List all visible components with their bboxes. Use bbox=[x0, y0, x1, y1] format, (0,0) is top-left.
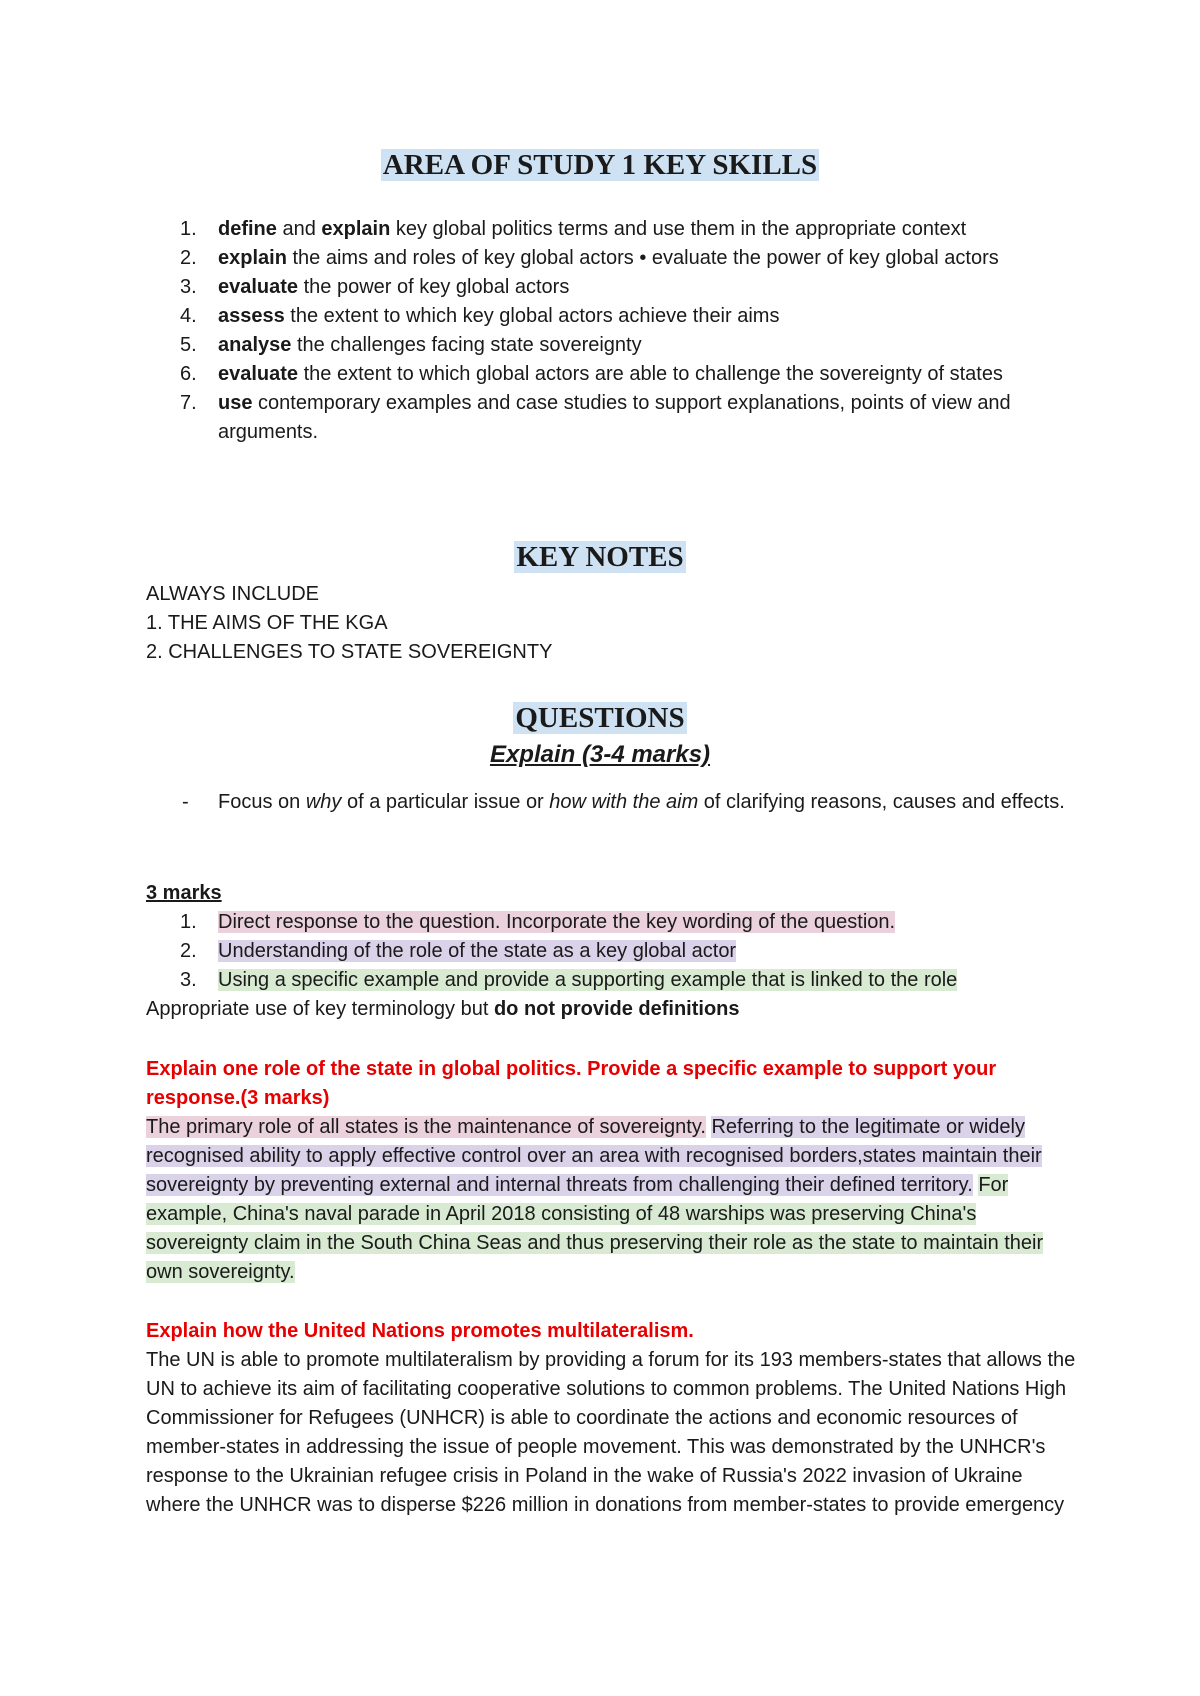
question-1-prompt: Explain one role of the state in global politics. Provide a specific example to support your response.(3 marks) bbox=[146, 1058, 997, 1109]
list-item: 1. define and explain key global politics terms and use them in the appropriate context bbox=[180, 218, 967, 240]
questions-title: QUESTIONS bbox=[515, 702, 685, 734]
key-notes-title: KEY NOTES bbox=[516, 541, 684, 573]
key-skills-list bbox=[146, 215, 1066, 447]
list-item: 2. Understanding of the role of the state as a key global actor bbox=[180, 940, 737, 962]
criteria-list bbox=[146, 908, 1066, 995]
key-note-line: 1. THE AIMS OF THE KGA bbox=[146, 612, 388, 634]
list-item: 6. evaluate the extent to which global actors are able to challenge the sovereignty of states bbox=[180, 363, 1003, 385]
key-note-line: 2. CHALLENGES TO STATE SOVEREIGNTY bbox=[146, 641, 553, 663]
terminology-note: Appropriate use of key terminology but do not provide definitions bbox=[146, 998, 740, 1020]
question-1-answer: The primary role of all states is the maintenance of sovereignty. Referring to the legitimate or widely recognised ability to apply effective control over an area with recognised borders,states maintain their sovereignty by preventing external and internal threats from challenging their defined territory. For example, China's naval parade in April 2018 consisting of 48 warships was preserving China's sovereignty claim in the South China Seas and thus preserving their role as the state to maintain their own sovereignty. bbox=[146, 1116, 1044, 1283]
list-item: 3. Using a specific example and provide a supporting example that is linked to the role bbox=[180, 969, 958, 991]
explain-subtitle: Explain (3-4 marks) bbox=[489, 741, 711, 768]
list-item: 4. assess the extent to which key global actors achieve their aims bbox=[180, 305, 780, 327]
marks-label: 3 marks bbox=[146, 882, 222, 904]
list-item: 3. evaluate the power of key global actors bbox=[180, 276, 570, 298]
list-item: 7. use contemporary examples and case studies to support explanations, points of view and arguments. bbox=[180, 392, 1011, 443]
list-item: 2. explain the aims and roles of key global actors • evaluate the power of key global actors bbox=[180, 247, 999, 269]
area-of-study-title: AREA OF STUDY 1 KEY SKILLS bbox=[382, 149, 818, 181]
key-note-line: ALWAYS INCLUDE bbox=[146, 583, 319, 605]
question-2-answer: The UN is able to promote multilateralism by providing a forum for its 193 members-states that allows the UN to achieve its aim of facilitating cooperative solutions to common problems. The United Nations High Commissioner for Refugees (UNHCR) is able to coordinate the actions and economic resources of member-states in addressing the issue of people movement. This was demonstrated by the UNHCR's response to the Ukrainian refugee crisis in Poland in the wake of Russia's 2022 invasion of Ukraine where the UNHCR was to disperse $226 million in donations from member-states to provide emergency bbox=[146, 1349, 1076, 1516]
question-2-prompt: Explain how the United Nations promotes multilateralism. bbox=[146, 1320, 694, 1342]
list-item: 5. analyse the challenges facing state sovereignty bbox=[180, 334, 642, 356]
focus-note: - Focus on why of a particular issue or how with the aim of clarifying reasons, causes and effects. bbox=[182, 791, 1065, 813]
list-item: 1. Direct response to the question. Incorporate the key wording of the question. bbox=[180, 911, 896, 933]
